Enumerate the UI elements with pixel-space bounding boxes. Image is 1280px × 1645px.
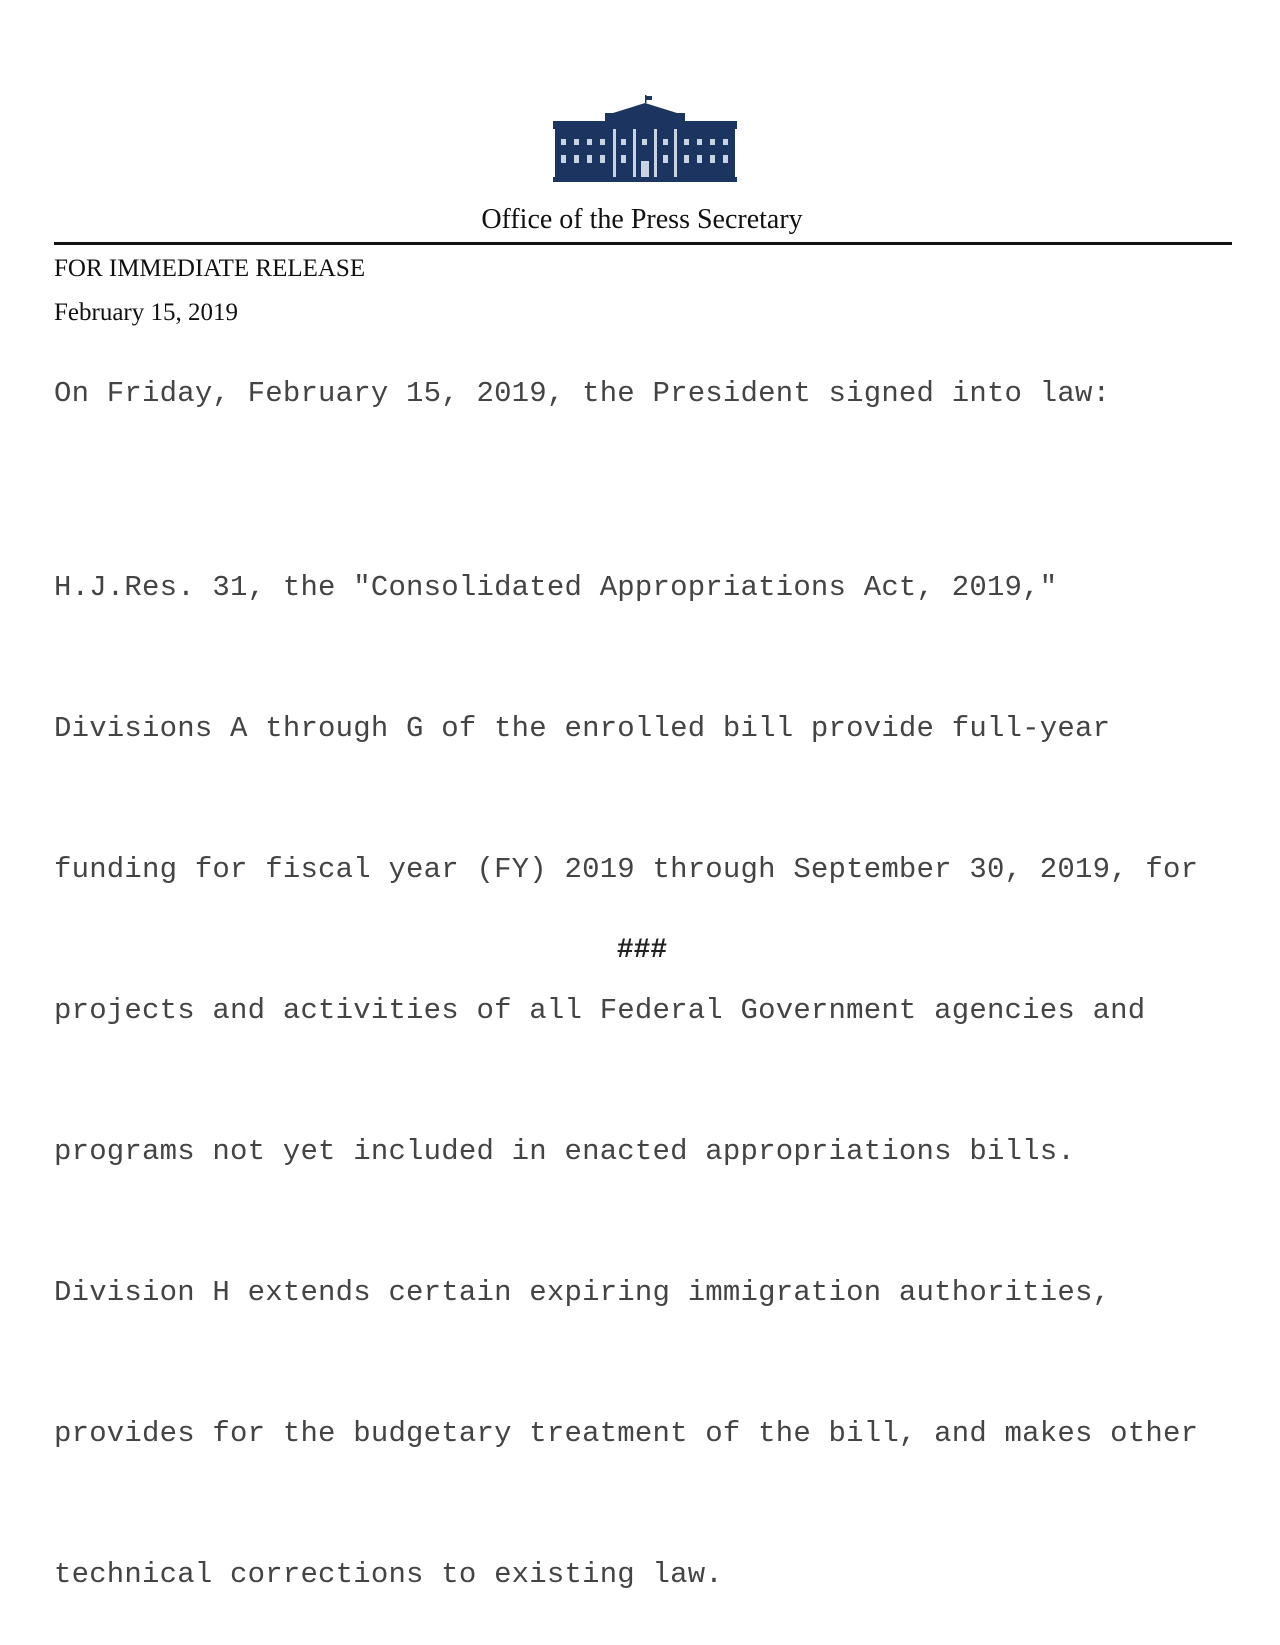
release-label: FOR IMMEDIATE RELEASE bbox=[54, 255, 366, 282]
body-line: projects and activities of all Federal Government agencies and bbox=[54, 994, 1146, 1027]
body-line: funding for fiscal year (FY) 2019 through September 30, 2019, for bbox=[54, 853, 1199, 886]
intro-paragraph: On Friday, February 15, 2019, the President signed into law: bbox=[54, 377, 1111, 410]
body-line: technical corrections to existing law. bbox=[54, 1558, 723, 1591]
body-line: Divisions A through G of the enrolled bill provide full-year bbox=[54, 712, 1111, 745]
white-house-logo-icon bbox=[553, 95, 737, 183]
body-line: programs not yet included in enacted appropriations bills. bbox=[54, 1135, 1075, 1168]
body-line: provides for the budgetary treatment of the bill, and makes other bbox=[54, 1417, 1199, 1450]
release-date: February 15, 2019 bbox=[54, 299, 238, 326]
body-line: Division H extends certain expiring immigration authorities, bbox=[54, 1276, 1111, 1309]
office-title: Office of the Press Secretary bbox=[481, 204, 803, 235]
body-line: H.J.Res. 31, the "Consolidated Appropriations Act, 2019," bbox=[54, 571, 1058, 604]
header-divider bbox=[54, 242, 1232, 245]
end-mark: ### bbox=[616, 935, 668, 966]
body-paragraph bbox=[54, 470, 1198, 1645]
